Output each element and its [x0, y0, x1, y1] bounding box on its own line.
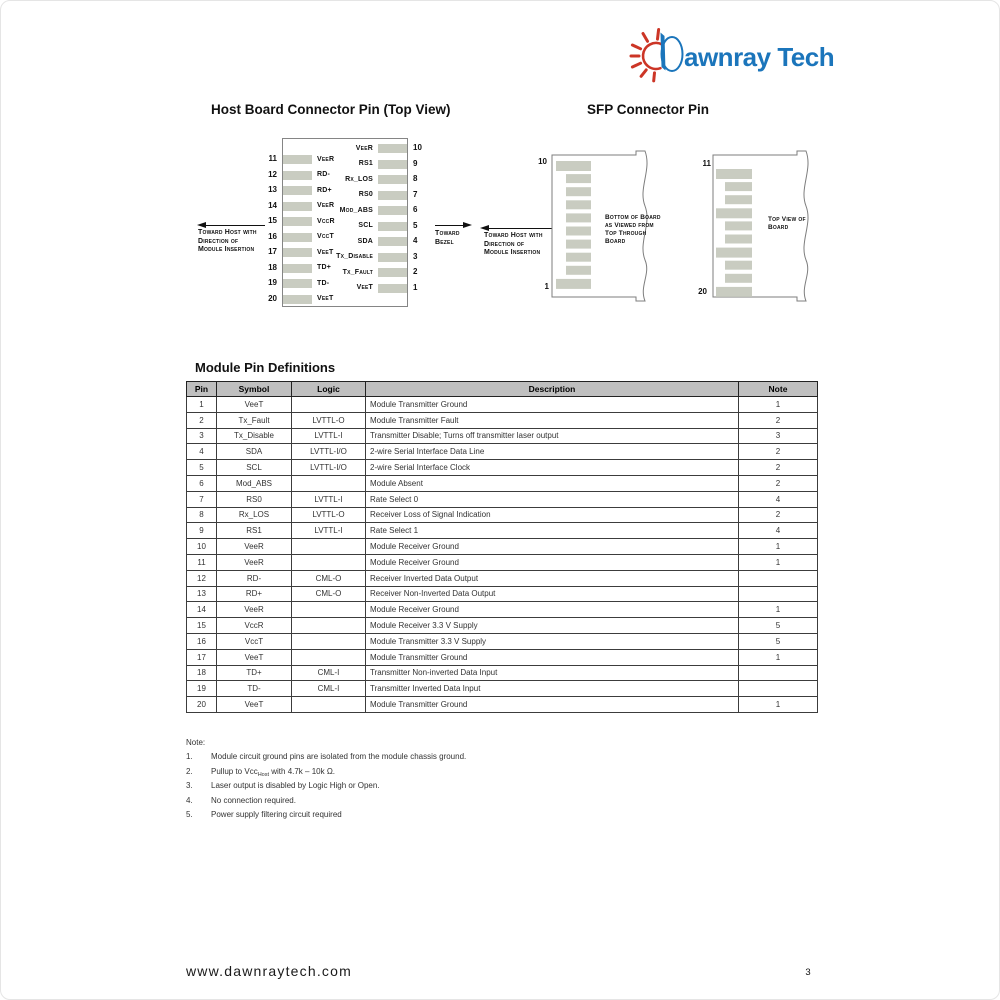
table-cell: 8: [187, 507, 217, 523]
table-cell: 2: [739, 412, 818, 428]
table-cell: LVTTL-I: [292, 491, 366, 507]
table-row: [187, 681, 818, 697]
host-pin-pad: [378, 253, 407, 262]
table-row: [187, 428, 818, 444]
sfp-pin-pad: [566, 253, 591, 262]
host-pin-number: 20: [268, 293, 277, 303]
table-cell: CML-O: [292, 570, 366, 586]
table-cell: RS1: [217, 523, 292, 539]
table-cell: VeeR: [217, 602, 292, 618]
table-cell: VeeR: [217, 554, 292, 570]
host-pin-pad: [378, 237, 407, 246]
host-pin-number: 17: [268, 247, 277, 257]
host-pin-number: 4: [413, 236, 418, 246]
table-cell: 13: [187, 586, 217, 602]
table-row: [187, 665, 818, 681]
table-row: [187, 539, 818, 555]
toward-bezel-caption: Toward Bezel: [435, 230, 460, 246]
table-row: [187, 460, 818, 476]
host-pin-number: 2: [413, 267, 418, 277]
sfp-pin-pad: [566, 187, 591, 196]
table-cell: 4: [187, 444, 217, 460]
table-cell: VeeR: [217, 539, 292, 555]
host-pin-pad: [378, 175, 407, 184]
host-pin-pad: [378, 206, 407, 215]
host-pin-number: 10: [413, 143, 422, 152]
host-pin-label: TD-: [317, 279, 330, 287]
table-cell: TD-: [217, 681, 292, 697]
table-cell: Module Receiver Ground: [366, 602, 739, 618]
sfp-pin-pad: [716, 287, 752, 297]
host-pin-number: 11: [268, 154, 277, 163]
host-pin-label: VccT: [317, 233, 334, 241]
sfp-top-board-caption: Top View of Board: [768, 216, 806, 231]
table-cell: Module Transmitter Ground: [366, 649, 739, 665]
table-cell: 1: [739, 554, 818, 570]
table-cell: [292, 397, 366, 413]
sfp-pin-pad: [556, 279, 591, 289]
table-cell: 2: [739, 444, 818, 460]
notes-label: Note:: [186, 738, 206, 747]
host-pin-number: 8: [413, 174, 418, 184]
table-cell: VccR: [217, 618, 292, 634]
host-pin-pad: [283, 186, 312, 195]
dawnray-tech-logo: [616, 13, 851, 88]
host-pin-label: RS1: [358, 160, 373, 168]
sfp-pin-pad: [725, 235, 752, 244]
table-row: [187, 444, 818, 460]
host-connector-box: [268, 138, 422, 307]
host-pin-pad: [378, 191, 407, 200]
col-header-pin: Pin: [187, 382, 217, 397]
host-pin-pad: [283, 202, 312, 211]
table-cell: LVTTL-I: [292, 428, 366, 444]
table-cell: 2: [739, 475, 818, 491]
table-cell: Rate Select 1: [366, 523, 739, 539]
notes-section: [186, 738, 706, 824]
table-cell: VeeT: [217, 649, 292, 665]
table-cell: 1: [739, 397, 818, 413]
table-cell: 5: [739, 633, 818, 649]
page-number: 3: [805, 967, 811, 978]
sfp-pin-pad: [725, 274, 752, 283]
table-cell: RD+: [217, 586, 292, 602]
table-cell: Rx_LOS: [217, 507, 292, 523]
host-pin-label: VeeT: [356, 284, 373, 292]
table-row: [187, 618, 818, 634]
host-pin-label: RD+: [317, 186, 332, 194]
host-pin-number: 19: [268, 278, 277, 288]
table-cell: [292, 475, 366, 491]
toward-host-caption-left: Toward Host with Direction of Module Insertion: [198, 229, 257, 254]
table-cell: 2-wire Serial Interface Data Line: [366, 444, 739, 460]
table-cell: 2-wire Serial Interface Clock: [366, 460, 739, 476]
sfp-pin-pad: [566, 174, 591, 183]
host-pin-number: 3: [413, 251, 418, 261]
sfp-bottom-board-pin10-label: 10: [538, 157, 547, 166]
sfp-pin-pad: [716, 208, 752, 218]
host-pin-label: Rx_LOS: [345, 175, 373, 183]
table-cell: VccT: [217, 633, 292, 649]
table-cell: VeeT: [217, 697, 292, 713]
sfp-pin-pad: [716, 169, 752, 179]
table-cell: RS0: [217, 491, 292, 507]
note-text: Module circuit ground pins are isolated from the module chassis ground.: [211, 752, 467, 762]
table-row: [187, 570, 818, 586]
note-item: [186, 796, 706, 810]
table-cell: Module Transmitter Ground: [366, 397, 739, 413]
host-pin-pad: [283, 217, 312, 226]
logo-letter-d: [661, 33, 683, 72]
table-cell: 19: [187, 681, 217, 697]
host-pin-label: RD-: [317, 171, 331, 179]
table-cell: 6: [187, 475, 217, 491]
host-pin-number: 18: [268, 262, 277, 272]
table-row: [187, 586, 818, 602]
host-pin-label: VeeR: [317, 202, 335, 210]
table-cell: LVTTL-I: [292, 523, 366, 539]
table-cell: Module Receiver 3.3 V Supply: [366, 618, 739, 634]
sfp-top-board-pin11-label: 11: [702, 159, 711, 168]
host-pin-pad: [283, 295, 312, 304]
host-pin-pad: [378, 144, 407, 153]
arrow-line: [204, 225, 265, 226]
table-cell: Rate Select 0: [366, 491, 739, 507]
table-cell: 1: [739, 697, 818, 713]
host-pin-label: VeeT: [317, 248, 334, 256]
col-header-symbol: Symbol: [217, 382, 292, 397]
table-cell: 12: [187, 570, 217, 586]
host-pin-pad: [283, 233, 312, 242]
logo-wordmark: awnray Tech: [684, 42, 835, 72]
host-pin-pad: [378, 160, 407, 169]
table-cell: [739, 586, 818, 602]
col-header-description: Description: [366, 382, 739, 397]
note-number: 2.: [186, 766, 193, 776]
table-cell: [292, 618, 366, 634]
table-row: [187, 412, 818, 428]
table-cell: 20: [187, 697, 217, 713]
table-cell: 3: [187, 428, 217, 444]
table-row: [187, 507, 818, 523]
host-pin-label: RS0: [358, 191, 373, 199]
table-cell: 3: [739, 428, 818, 444]
sfp-bottom-board-pin1-label: 1: [544, 282, 549, 291]
host-pin-pad: [283, 248, 312, 257]
host-pin-label: VeeR: [355, 144, 373, 152]
table-cell: 4: [739, 491, 818, 507]
table-row: [187, 633, 818, 649]
note-number: 3.: [186, 781, 193, 791]
note-item: [186, 752, 706, 766]
table-cell: Mod_ABS: [217, 475, 292, 491]
table-cell: [739, 570, 818, 586]
host-pin-pad: [283, 155, 312, 164]
sfp-pin-pad: [566, 266, 591, 275]
table-cell: [292, 539, 366, 555]
host-pin-number: 9: [413, 158, 418, 168]
table-cell: Module Transmitter Fault: [366, 412, 739, 428]
host-pin-label: Mod_ABS: [339, 206, 373, 214]
table-cell: [739, 681, 818, 697]
sfp-pin-pad: [716, 248, 752, 258]
table-cell: 2: [187, 412, 217, 428]
table-cell: Receiver Loss of Signal Indication: [366, 507, 739, 523]
table-cell: 7: [187, 491, 217, 507]
table-cell: 14: [187, 602, 217, 618]
host-pin-label: VccR: [317, 217, 335, 225]
sfp-top-board-pin20-label: 20: [698, 287, 707, 296]
table-cell: [739, 665, 818, 681]
host-pin-pad: [283, 264, 312, 273]
host-pin-pad: [283, 279, 312, 288]
table-cell: Module Receiver Ground: [366, 539, 739, 555]
table-cell: Transmitter Disable; Turns off transmitter laser output: [366, 428, 739, 444]
table-cell: Receiver Non-Inverted Data Output: [366, 586, 739, 602]
host-pin-pad: [378, 268, 407, 277]
host-pin-number: 16: [268, 231, 277, 241]
table-row: [187, 602, 818, 618]
sfp-pin-pad: [725, 221, 752, 230]
host-pin-label: SDA: [357, 237, 373, 245]
table-cell: 17: [187, 649, 217, 665]
note-text: Pullup to Vcc$_{Host}$ with 4.7k – 10k Ω.: [211, 766, 336, 778]
host-connector-heading: Host Board Connector Pin (Top View): [211, 102, 451, 117]
host-pin-number: 6: [413, 205, 418, 215]
table-cell: LVTTL-I/O: [292, 444, 366, 460]
pin-table-body: [187, 397, 818, 713]
arrow-right-icon: [463, 222, 472, 228]
table-cell: CML-O: [292, 586, 366, 602]
note-text: No connection required.: [211, 795, 296, 805]
sfp-pin-pad: [566, 240, 591, 249]
table-cell: LVTTL-O: [292, 412, 366, 428]
table-cell: Tx_Fault: [217, 412, 292, 428]
table-row: [187, 554, 818, 570]
table-cell: 1: [187, 397, 217, 413]
toward-host-caption-sfp: Toward Host with Direction of Module Insertion: [484, 232, 543, 257]
host-pin-label: VeeT: [317, 295, 334, 303]
note-item: [186, 767, 706, 781]
table-cell: Module Receiver Ground: [366, 554, 739, 570]
host-pin-label: Tx_Disable: [336, 253, 373, 261]
host-pin-number: 1: [413, 282, 418, 292]
note-item: [186, 810, 706, 824]
table-cell: SCL: [217, 460, 292, 476]
table-header-row: [187, 382, 818, 397]
table-cell: Transmitter Non-inverted Data Input: [366, 665, 739, 681]
sfp-pin-pad: [725, 261, 752, 270]
table-cell: [292, 602, 366, 618]
table-cell: 9: [187, 523, 217, 539]
sfp-bottom-board-caption: Bottom of Board as Viewed from Top Through Board: [605, 214, 661, 245]
sfp-pin-pad: [566, 213, 591, 222]
sfp-connector-heading: SFP Connector Pin: [587, 102, 710, 117]
host-pin-pad: [283, 171, 312, 180]
table-cell: [292, 633, 366, 649]
note-number: 1.: [186, 752, 193, 762]
table-cell: Tx_Disable: [217, 428, 292, 444]
table-cell: Module Absent: [366, 475, 739, 491]
col-header-logic: Logic: [292, 382, 366, 397]
table-cell: 10: [187, 539, 217, 555]
module-pin-table: [186, 381, 818, 713]
table-row: [187, 491, 818, 507]
note-text: Power supply filtering circuit required: [211, 809, 342, 819]
host-pin-number: 15: [268, 216, 277, 226]
host-pin-pad: [378, 284, 407, 293]
footer-url: www.dawnraytech.com: [186, 963, 352, 979]
host-pin-label: VeeR: [317, 155, 335, 163]
note-number: 4.: [186, 795, 193, 805]
table-cell: [292, 554, 366, 570]
table-cell: Module Transmitter 3.3 V Supply: [366, 633, 739, 649]
table-cell: RD-: [217, 570, 292, 586]
table-cell: 18: [187, 665, 217, 681]
table-cell: Transmitter Inverted Data Input: [366, 681, 739, 697]
sfp-pin-pad: [566, 200, 591, 209]
table-cell: CML-I: [292, 665, 366, 681]
table-cell: 4: [739, 523, 818, 539]
sfp-pin-pad: [725, 195, 752, 204]
table-cell: [292, 649, 366, 665]
table-row: [187, 697, 818, 713]
table-cell: Module Transmitter Ground: [366, 697, 739, 713]
host-pin-label: SCL: [358, 222, 373, 230]
table-cell: 5: [739, 618, 818, 634]
host-pin-number: 7: [413, 189, 418, 199]
table-cell: LVTTL-O: [292, 507, 366, 523]
table-row: [187, 475, 818, 491]
note-item: [186, 781, 706, 795]
host-pin-label: TD+: [317, 264, 332, 272]
table-cell: 16: [187, 633, 217, 649]
table-cell: 1: [739, 539, 818, 555]
table-cell: 2: [739, 460, 818, 476]
table-title: Module Pin Definitions: [195, 360, 336, 375]
sfp-pin-pad: [556, 161, 591, 171]
host-pin-label: Tx_Fault: [342, 268, 373, 276]
host-pin-number: 13: [268, 185, 277, 195]
host-pin-number: 5: [413, 220, 418, 230]
table-cell: 1: [739, 602, 818, 618]
table-cell: 2: [739, 507, 818, 523]
table-cell: 5: [187, 460, 217, 476]
table-cell: 11: [187, 554, 217, 570]
table-cell: LVTTL-I/O: [292, 460, 366, 476]
host-pin-number: 14: [268, 200, 277, 210]
sfp-pin-pad: [566, 227, 591, 236]
sfp-pin-pad: [725, 182, 752, 191]
host-pin-number: 12: [268, 169, 277, 179]
table-cell: VeeT: [217, 397, 292, 413]
arrow-line: [435, 225, 464, 226]
table-cell: CML-I: [292, 681, 366, 697]
table-row: [187, 523, 818, 539]
note-number: 5.: [186, 809, 193, 819]
table-row: [187, 397, 818, 413]
col-header-note: Note: [739, 382, 818, 397]
sun-icon: [631, 30, 663, 81]
table-row: [187, 649, 818, 665]
note-subscript: Host: [257, 771, 270, 778]
table-cell: [292, 697, 366, 713]
table-cell: SDA: [217, 444, 292, 460]
host-pin-pad: [378, 222, 407, 231]
table-cell: 1: [739, 649, 818, 665]
table-cell: TD+: [217, 665, 292, 681]
table-cell: Receiver Inverted Data Output: [366, 570, 739, 586]
table-cell: 15: [187, 618, 217, 634]
note-text: Laser output is disabled by Logic High or Open.: [211, 781, 380, 791]
